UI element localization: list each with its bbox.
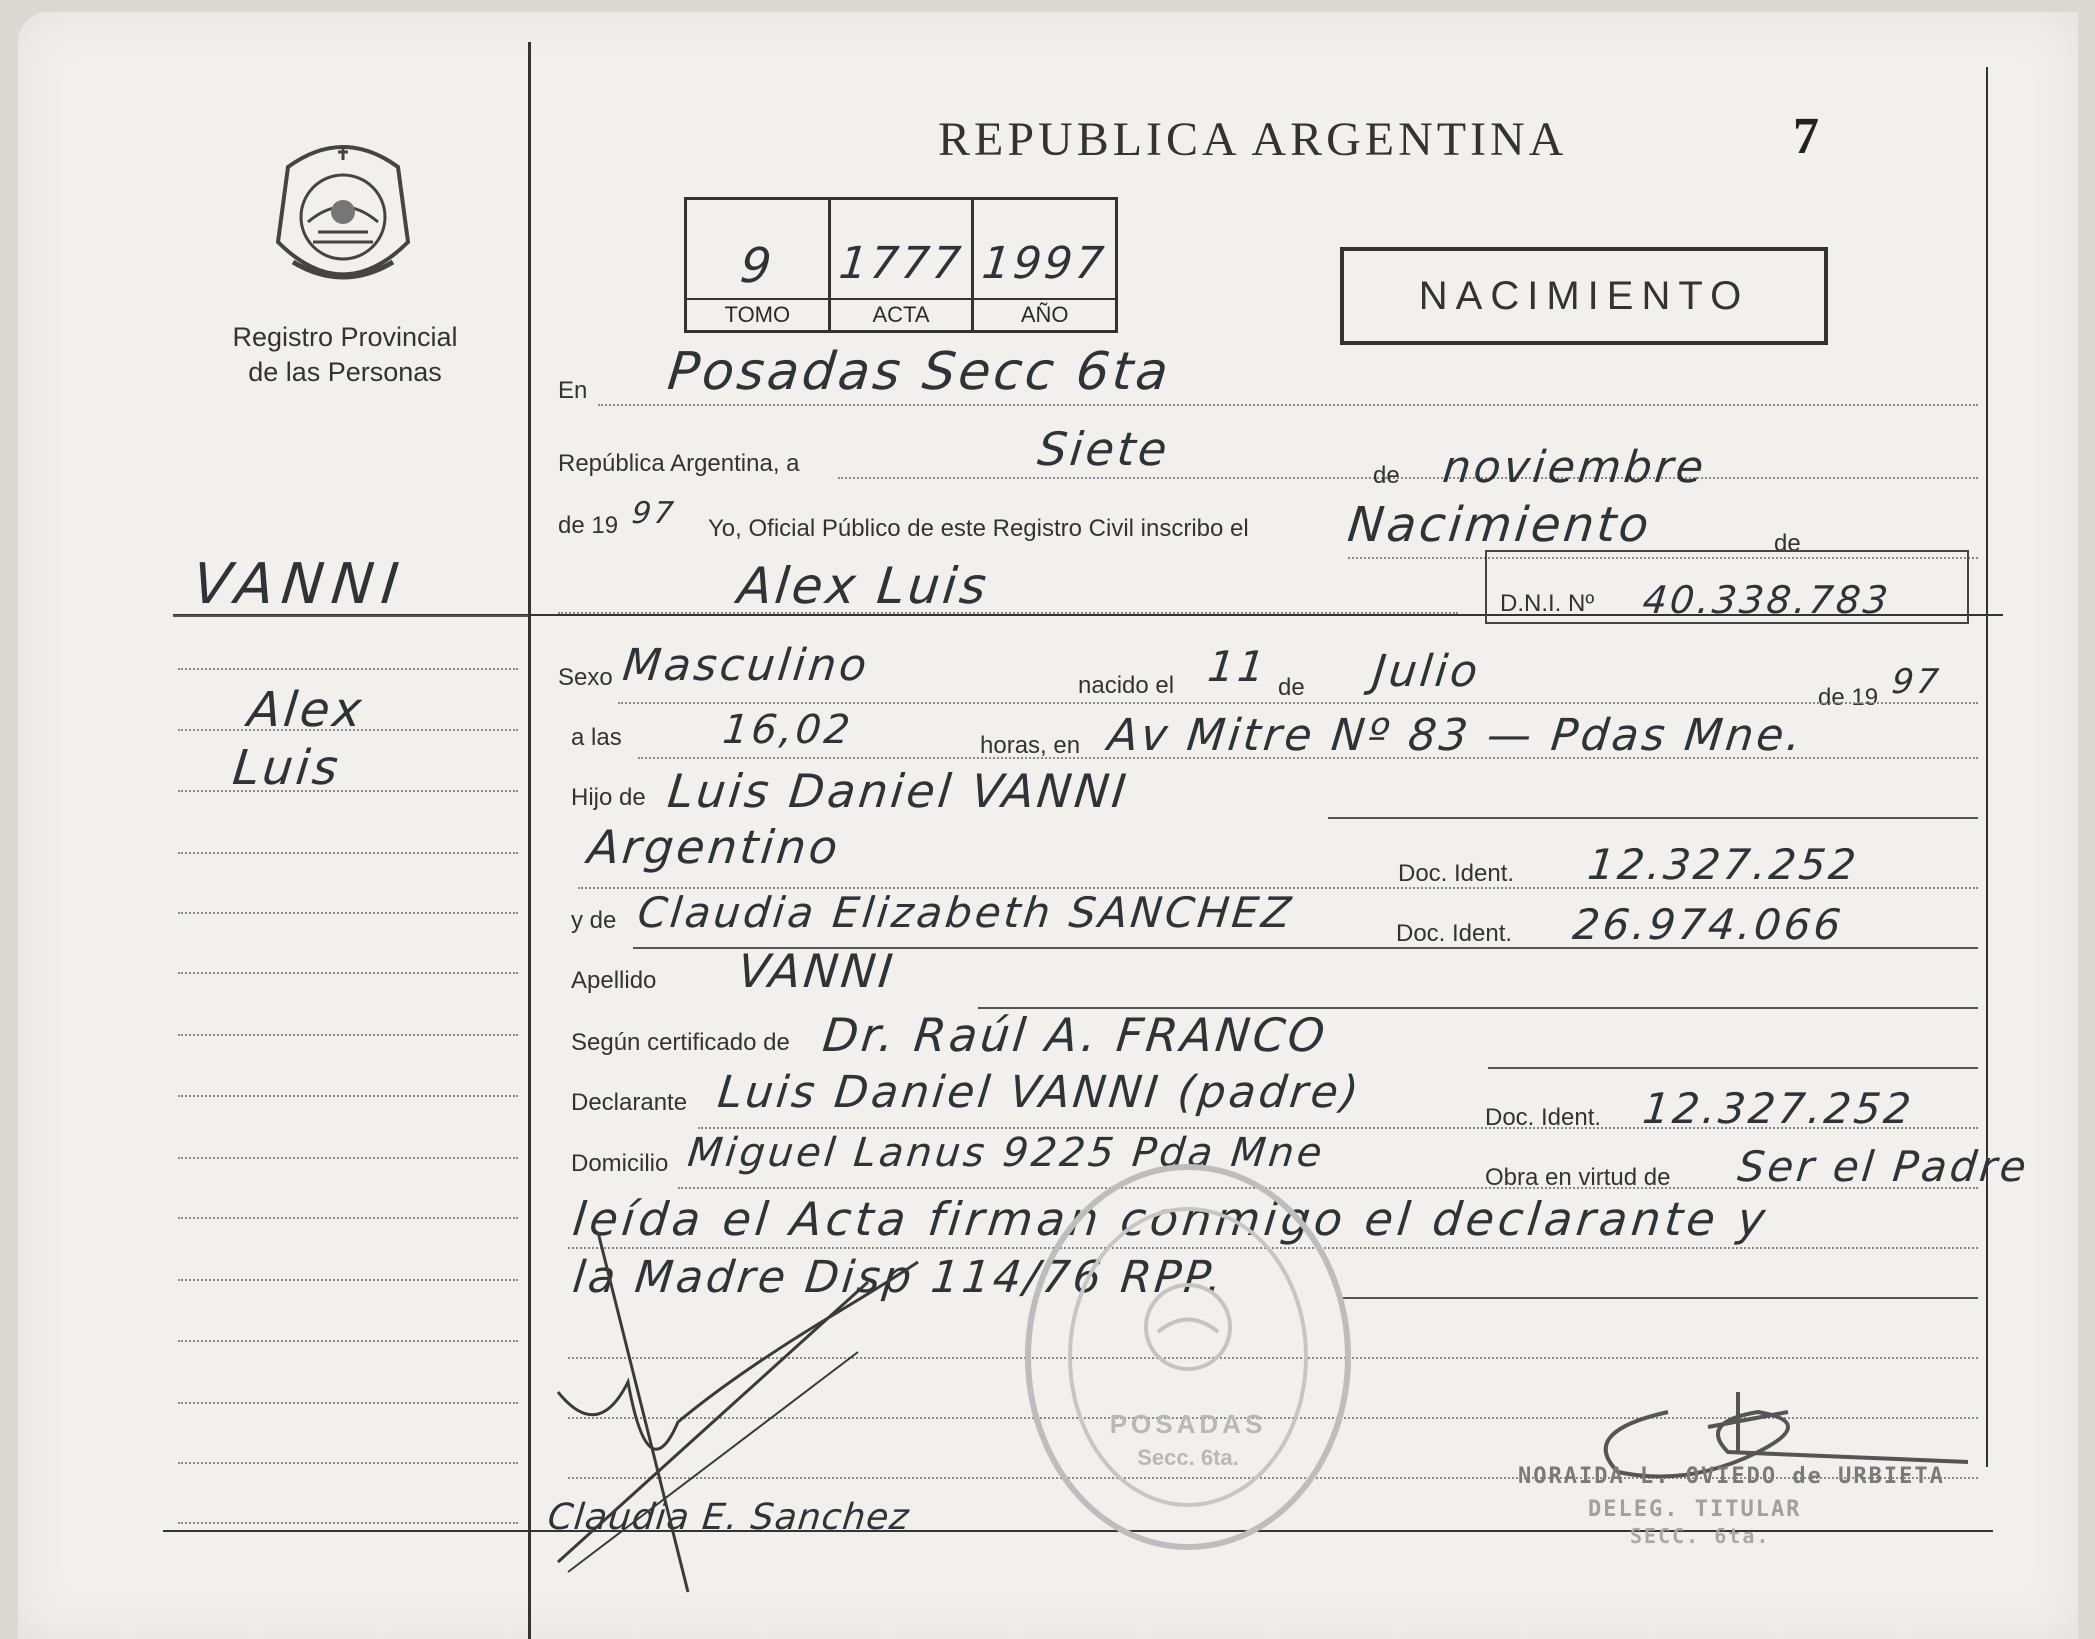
de3-label: de: [1278, 674, 1305, 701]
de2-label: de: [1774, 530, 1801, 557]
yo-text: Yo, Oficial Público de este Registro Civil inscribo el: [708, 515, 1249, 542]
dni-value: 40.338.783: [1640, 578, 1893, 622]
page-number: 7: [1793, 108, 1819, 165]
republica-label: República Argentina, a: [558, 450, 800, 477]
father-nationality: Argentino: [585, 820, 843, 874]
month-value: noviembre: [1440, 442, 1709, 493]
a-las-label: a las: [571, 724, 622, 751]
father-name: Luis Daniel VANNI: [665, 764, 1132, 818]
tomo-label: TOMO: [687, 298, 828, 330]
margin-line: [178, 1279, 518, 1281]
name-value: Alex Luis: [734, 557, 992, 615]
notes-line2: la Madre Disp 114/76 RPP.: [570, 1252, 1228, 1303]
domicilio-value: Miguel Lanus 9225 Pda Mne: [685, 1130, 1328, 1176]
declarante-value: Luis Daniel VANNI (padre): [715, 1067, 1364, 1118]
margin-given-name-2: Luis: [230, 740, 344, 796]
certificado-line: [1488, 1067, 1978, 1069]
time-value: 16,02: [720, 707, 855, 753]
official-stamp: [1018, 1157, 1358, 1557]
obra-label: Obra en virtud de: [1485, 1164, 1671, 1191]
declarante-line: [698, 1127, 1978, 1129]
act-value: Nacimiento: [1345, 497, 1655, 553]
acta-label: ACTA: [831, 298, 972, 330]
declarante-doc-label: Doc. Ident.: [1485, 1104, 1602, 1131]
acta-cell: [831, 200, 975, 330]
domicilio-label: Domicilio: [571, 1150, 669, 1177]
year-value: 97: [630, 496, 679, 531]
anio-label: AÑO: [974, 298, 1115, 330]
margin-line: [178, 1402, 518, 1404]
margin-line: [178, 1522, 518, 1524]
horas-label: horas, en: [980, 732, 1081, 759]
apellido-value: VANNI: [735, 944, 899, 998]
margin-line: [178, 972, 518, 974]
sexo-label: Sexo: [558, 664, 613, 691]
column-divider: [528, 42, 531, 1639]
en-label: En: [558, 377, 588, 404]
margin-line: [178, 1095, 518, 1097]
father-doc: 12.327.252: [1585, 840, 1862, 889]
margin-line: [178, 790, 518, 792]
margin-surname: VANNI: [189, 552, 410, 617]
margin-line: [178, 852, 518, 854]
name-line: [558, 612, 1458, 614]
declarante-doc: 12.327.252: [1640, 1084, 1917, 1133]
birth-certificate-page: [18, 12, 2078, 1639]
officer-name: NORAIDA L. OVIEDO de URBIETA: [1518, 1464, 1945, 1489]
republica-line: [838, 477, 1978, 479]
certificado-label: Según certificado de: [571, 1029, 790, 1056]
notes-line1: leída el Acta firman conmigo el declarante y: [570, 1192, 1772, 1246]
margin-line: [178, 1340, 518, 1342]
place-value: Av Mitre Nº 83 — Pdas Mne.: [1105, 710, 1807, 761]
margin-line: [178, 1217, 518, 1219]
obra-value: Ser el Padre: [1735, 1142, 2032, 1191]
declarant-signature-scribble: [538, 1232, 958, 1617]
margin-given-name-1: Alex: [245, 682, 368, 738]
margin-line: [178, 1034, 518, 1036]
registry-name-line1: Registro Provincial: [232, 322, 458, 352]
mother-name: Claudia Elizabeth SANCHEZ: [635, 888, 1296, 937]
birth-year: 97: [1889, 662, 1944, 702]
sexo-line: [618, 702, 1978, 704]
mother-signature: Claudia E. Sanchez: [545, 1497, 912, 1538]
officer-section: SECC. 6ta.: [1630, 1524, 1771, 1548]
margin-surname-line: [173, 615, 528, 617]
birth-year-prefix: de 19: [1818, 684, 1879, 711]
anio-value: 1997: [980, 238, 1110, 289]
right-border: [1986, 67, 1988, 1467]
father-doc-label: Doc. Ident.: [1398, 860, 1515, 887]
mother-doc-label: Doc. Ident.: [1396, 920, 1513, 947]
year-prefix: de 19: [558, 512, 619, 539]
acta-value: 1777: [836, 238, 966, 289]
stamp-city: POSADAS: [1109, 1409, 1267, 1439]
en-line: [598, 404, 1978, 406]
country-title: REPUBLICA ARGENTINA: [938, 113, 1568, 166]
notes-line: [1338, 1297, 1978, 1299]
margin-line: [178, 1157, 518, 1159]
record-type-label: NACIMIENTO: [1418, 273, 1750, 318]
margin-line: [178, 729, 518, 731]
registry-name-line2: de las Personas: [248, 357, 442, 387]
de-label: de: [1373, 462, 1400, 489]
record-type-box: [1340, 247, 1828, 345]
day-value: Siete: [1035, 422, 1173, 476]
nacido-label: nacido el: [1078, 672, 1175, 699]
dni-label: D.N.I. Nº: [1500, 590, 1595, 617]
sexo-value: Masculino: [620, 640, 872, 691]
mother-doc: 26.974.066: [1570, 900, 1847, 949]
margin-line: [178, 668, 518, 670]
margin-line: [178, 1462, 518, 1464]
apellido-label: Apellido: [571, 967, 657, 994]
hijo-line: [1328, 817, 1978, 819]
stamp-section: Secc. 6ta.: [1137, 1445, 1239, 1470]
birth-month: Julio: [1370, 646, 1483, 697]
certificado-value: Dr. Raúl A. FRANCO: [820, 1008, 1331, 1062]
declarante-label: Declarante: [571, 1089, 688, 1116]
provincial-emblem: [268, 132, 418, 302]
y-de-label: y de: [571, 907, 617, 934]
tomo-value: 9: [737, 238, 778, 294]
anio-cell: [974, 200, 1115, 330]
en-value: Posadas Secc 6ta: [664, 342, 1174, 402]
tomo-cell: [687, 200, 831, 330]
officer-role: DELEG. TITULAR: [1588, 1497, 1802, 1522]
hijo-label: Hijo de: [571, 784, 646, 811]
a-las-line: [638, 757, 1978, 759]
record-number-box: [684, 197, 1118, 333]
birth-day: 11: [1205, 642, 1271, 691]
margin-line: [178, 912, 518, 914]
